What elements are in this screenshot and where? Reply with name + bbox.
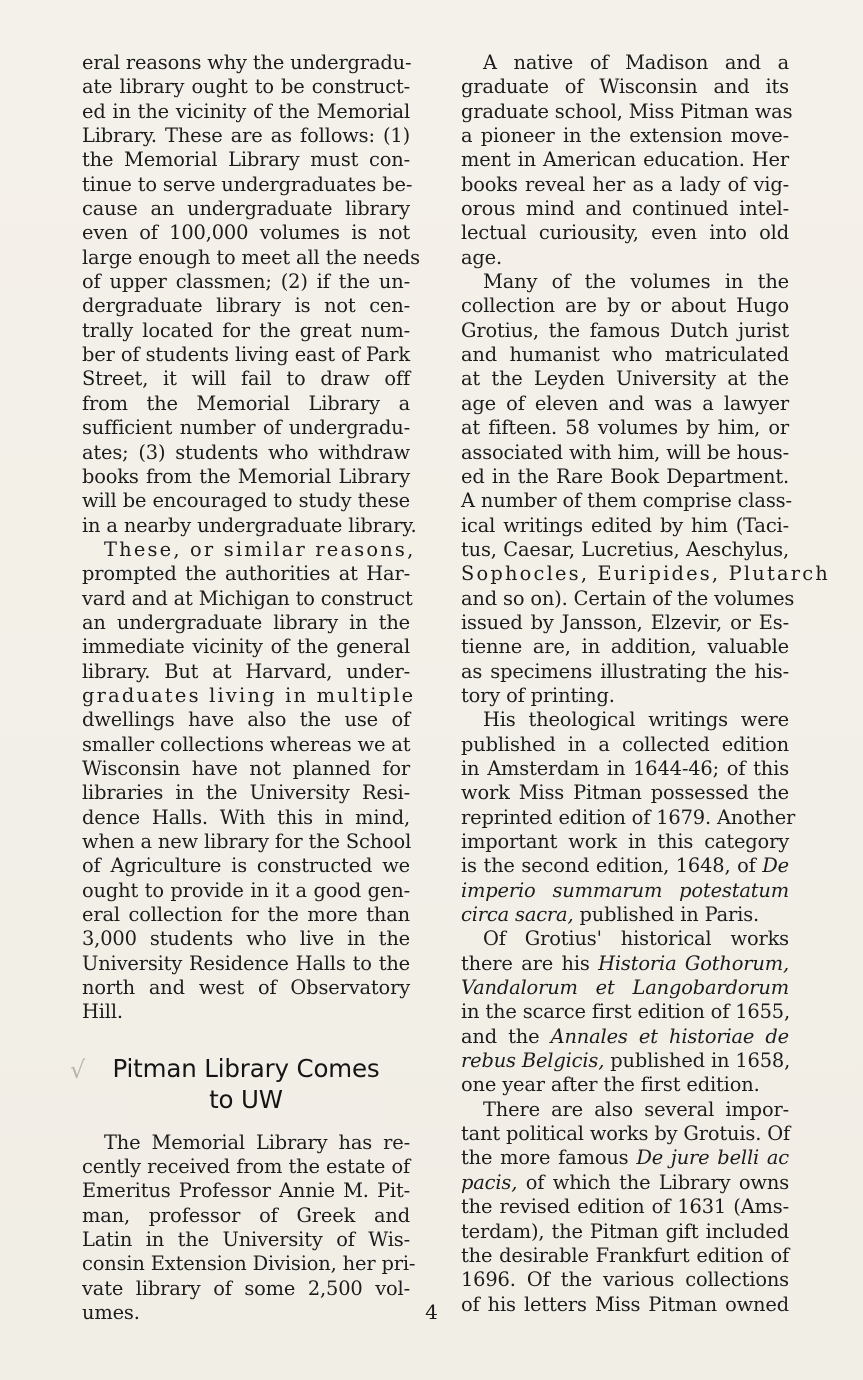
text-line: even of 100,000 volumes is not [82,221,410,245]
italic-title: pacis, [461,1170,518,1194]
text-line: dergraduate library is not cen- [82,294,410,318]
text-line: in the scarce first edition of 1655, [461,1000,791,1024]
text-line: Emeritus Professor Annie M. Pit- [82,1179,410,1203]
italic-title: De [762,854,789,878]
text-line [461,1146,789,1170]
text-line [461,879,789,903]
text-line: dence Halls. With this in mind, [82,805,410,829]
text-line: eral reasons why the undergradu- [82,51,412,74]
text-line: work Miss Pitman possessed the [461,781,789,805]
text-line: cause an undergraduate library [82,197,410,221]
text-line: University Residence Halls to the [82,951,410,975]
italic-title: Vandalorum et Langobardorum [461,976,789,1000]
text-line: reprinted edition of 1679. Another [461,805,796,829]
text-line: Wisconsin have not planned for [82,756,410,780]
text-line: immediate vicinity of the general [82,635,410,659]
text-line: at fifteen. 58 volumes by him, or [461,416,789,440]
text-line: in a nearby undergraduate library. [82,513,417,537]
text-line: tienne are, in addition, valuable [461,635,789,659]
italic-title: circa sacra, [461,903,574,927]
left-column [70,51,420,1326]
heading-line: to UW [209,1084,283,1114]
text-run: there are his [461,951,599,975]
section-heading [70,1053,410,1115]
text-line: graduates living in multiple [82,683,416,707]
text-line: lectual curiousity, even into old [461,221,789,245]
text-run: published in 1658, [604,1049,791,1073]
text-line: Sophocles, Euripides, Plutarch [461,562,830,586]
text-line: associated with him, will be hous- [461,440,789,464]
text-line: the revised edition of 1631 (Ams- [461,1195,789,1219]
italic-title: Historia Gothorum, [598,951,790,975]
right-paragraph-3 [461,708,796,927]
text-line [461,1171,789,1195]
text-line: and so on). Certain of the volumes [461,586,795,610]
right-paragraph-2 [461,270,830,708]
text-line: an undergraduate library in the [82,610,410,634]
text-line: important work in this category [461,830,789,853]
text-line: vard and at Michigan to construct [82,586,413,610]
text-line: vate library of some 2,500 vol- [82,1276,410,1300]
text-line: umes. [82,1301,140,1325]
text-line: as specimens illustrating the his- [461,659,789,683]
text-line: the desirable Frankfurt edition of [461,1243,789,1267]
text-line: age of eleven and was a lawyer [461,391,789,415]
text-run: and the [461,1024,551,1048]
text-line: tory of printing. [461,683,615,707]
text-line: issued by Jansson, Elzevir, or Es- [461,610,789,634]
right-paragraph-1 [461,51,793,270]
text-line: Hill. [82,1000,123,1024]
text-line: eral collection for the more than [82,903,410,927]
text-line: terdam), the Pitman gift included [461,1219,789,1243]
text-line: cently received from the estate of [82,1155,410,1179]
text-line [461,1049,789,1073]
text-line: tant political works by Grotuis. Of [461,1122,791,1146]
text-line: The Memorial Library has re- [104,1130,410,1154]
text-line [461,854,789,878]
text-line: sufficient number of undergradu- [82,416,410,440]
text-line: north and west of Observatory [82,976,410,1000]
text-line: at the Leyden University at the [461,367,789,391]
right-column [461,51,830,1317]
text-line: and humanist who matriculated [461,343,789,367]
text-line [461,903,789,927]
text-run: of which the Library owns [517,1170,789,1194]
text-line: books reveal her as a lady of vig- [461,172,789,196]
text-line: orous mind and continued intel- [461,197,789,221]
page-number: 4 [425,1300,438,1324]
text-line: age. [461,245,503,269]
text-line: ment in American education. Her [461,148,789,172]
text-line [461,1025,789,1049]
text-line: library. But at Harvard, under- [82,659,410,683]
text-line: of his letters Miss Pitman owned [461,1292,789,1316]
text-line: collection are by or about Hugo [461,294,789,318]
text-line: ed in the vicinity of the Memorial [82,99,410,123]
text-line: These, or similar reasons, [104,537,416,561]
left-paragraph-2 [82,537,416,1025]
italic-title: De jure belli ac [636,1146,789,1170]
text-line: graduate of Wisconsin and its [461,75,789,99]
text-line: published in a collected edition [461,732,789,756]
text-line: trally located for the great num- [82,318,410,342]
text-line: from the Memorial Library a [82,391,410,415]
text-line: large enough to meet all the needs [82,245,420,269]
text-line: A native of Madison and a [483,51,789,74]
text-run: published in Paris. [573,903,760,927]
text-line: His theological writings were [483,708,789,732]
text-line: of Agriculture is constructed we [82,854,410,878]
text-line: ought to provide in it a good gen- [82,878,410,902]
text-line: a pioneer in the extension move- [461,124,789,148]
text-line: Of Grotius' historical works [483,927,789,951]
text-line: consin Extension Division, her pri- [82,1252,416,1276]
text-line: There are also several impor- [483,1097,789,1121]
text-line: books from the Memorial Library [82,464,410,488]
text-line: libraries in the University Resi- [82,781,410,805]
right-paragraph-4 [461,927,789,1097]
text-line: ical writings edited by him (Taci- [461,513,789,537]
text-run: the more famous [461,1146,637,1170]
text-line: graduate school, Miss Pitman was [461,99,793,123]
left-paragraph-3 [82,1130,416,1326]
text-line: ber of students living east of Park [82,343,410,367]
italic-title: rebus Belgicis, [461,1049,605,1073]
text-line: tinue to serve undergraduates be- [82,172,413,196]
text-line: when a new library for the School [82,830,412,853]
text-line: Library. These are as follows: (1) [82,124,410,148]
italic-title: Annales et historiae de [550,1024,789,1048]
text-line: Grotius, the famous Dutch jurist [461,318,789,342]
text-line: in Amsterdam in 1644-46; of this [461,756,789,780]
text-line: ates; (3) students who withdraw [82,440,410,464]
left-paragraph-1 [82,51,420,538]
text-line: ate library ought to be construct- [82,75,410,99]
text-line: smaller collections whereas we at [82,732,411,756]
check-mark-icon: √ [70,1055,86,1084]
text-line: Latin in the University of Wis- [82,1228,410,1252]
text-line: of upper classmen; (2) if the un- [82,270,410,294]
heading-line: Pitman Library Comes [112,1053,380,1083]
text-line: Street, it will fail to draw off [82,367,410,391]
text-line: ed in the Rare Book Department. [461,464,789,488]
right-paragraph-5 [461,1098,789,1317]
text-line: prompted the authorities at Har- [82,562,410,586]
text-line [461,976,789,1000]
text-line: 3,000 students who live in the [82,927,410,951]
text-line: man, professor of Greek and [82,1203,410,1227]
text-line: 1696. Of the various collections [461,1268,789,1292]
text-line: will be encouraged to study these [82,489,410,513]
text-line [461,952,789,976]
text-line: tus, Caesar, Lucretius, Aeschylus, [461,537,789,561]
text-line: A number of them comprise class- [461,489,792,513]
text-line: Many of the volumes in the [483,270,789,294]
text-line: dwellings have also the use of [82,708,410,732]
text-line: one year after the first edition. [461,1073,760,1097]
text-line: the Memorial Library must con- [82,148,410,172]
italic-title: imperio summarum potestatum [461,878,789,902]
text-run: is the second edition, 1648, of [461,854,763,878]
